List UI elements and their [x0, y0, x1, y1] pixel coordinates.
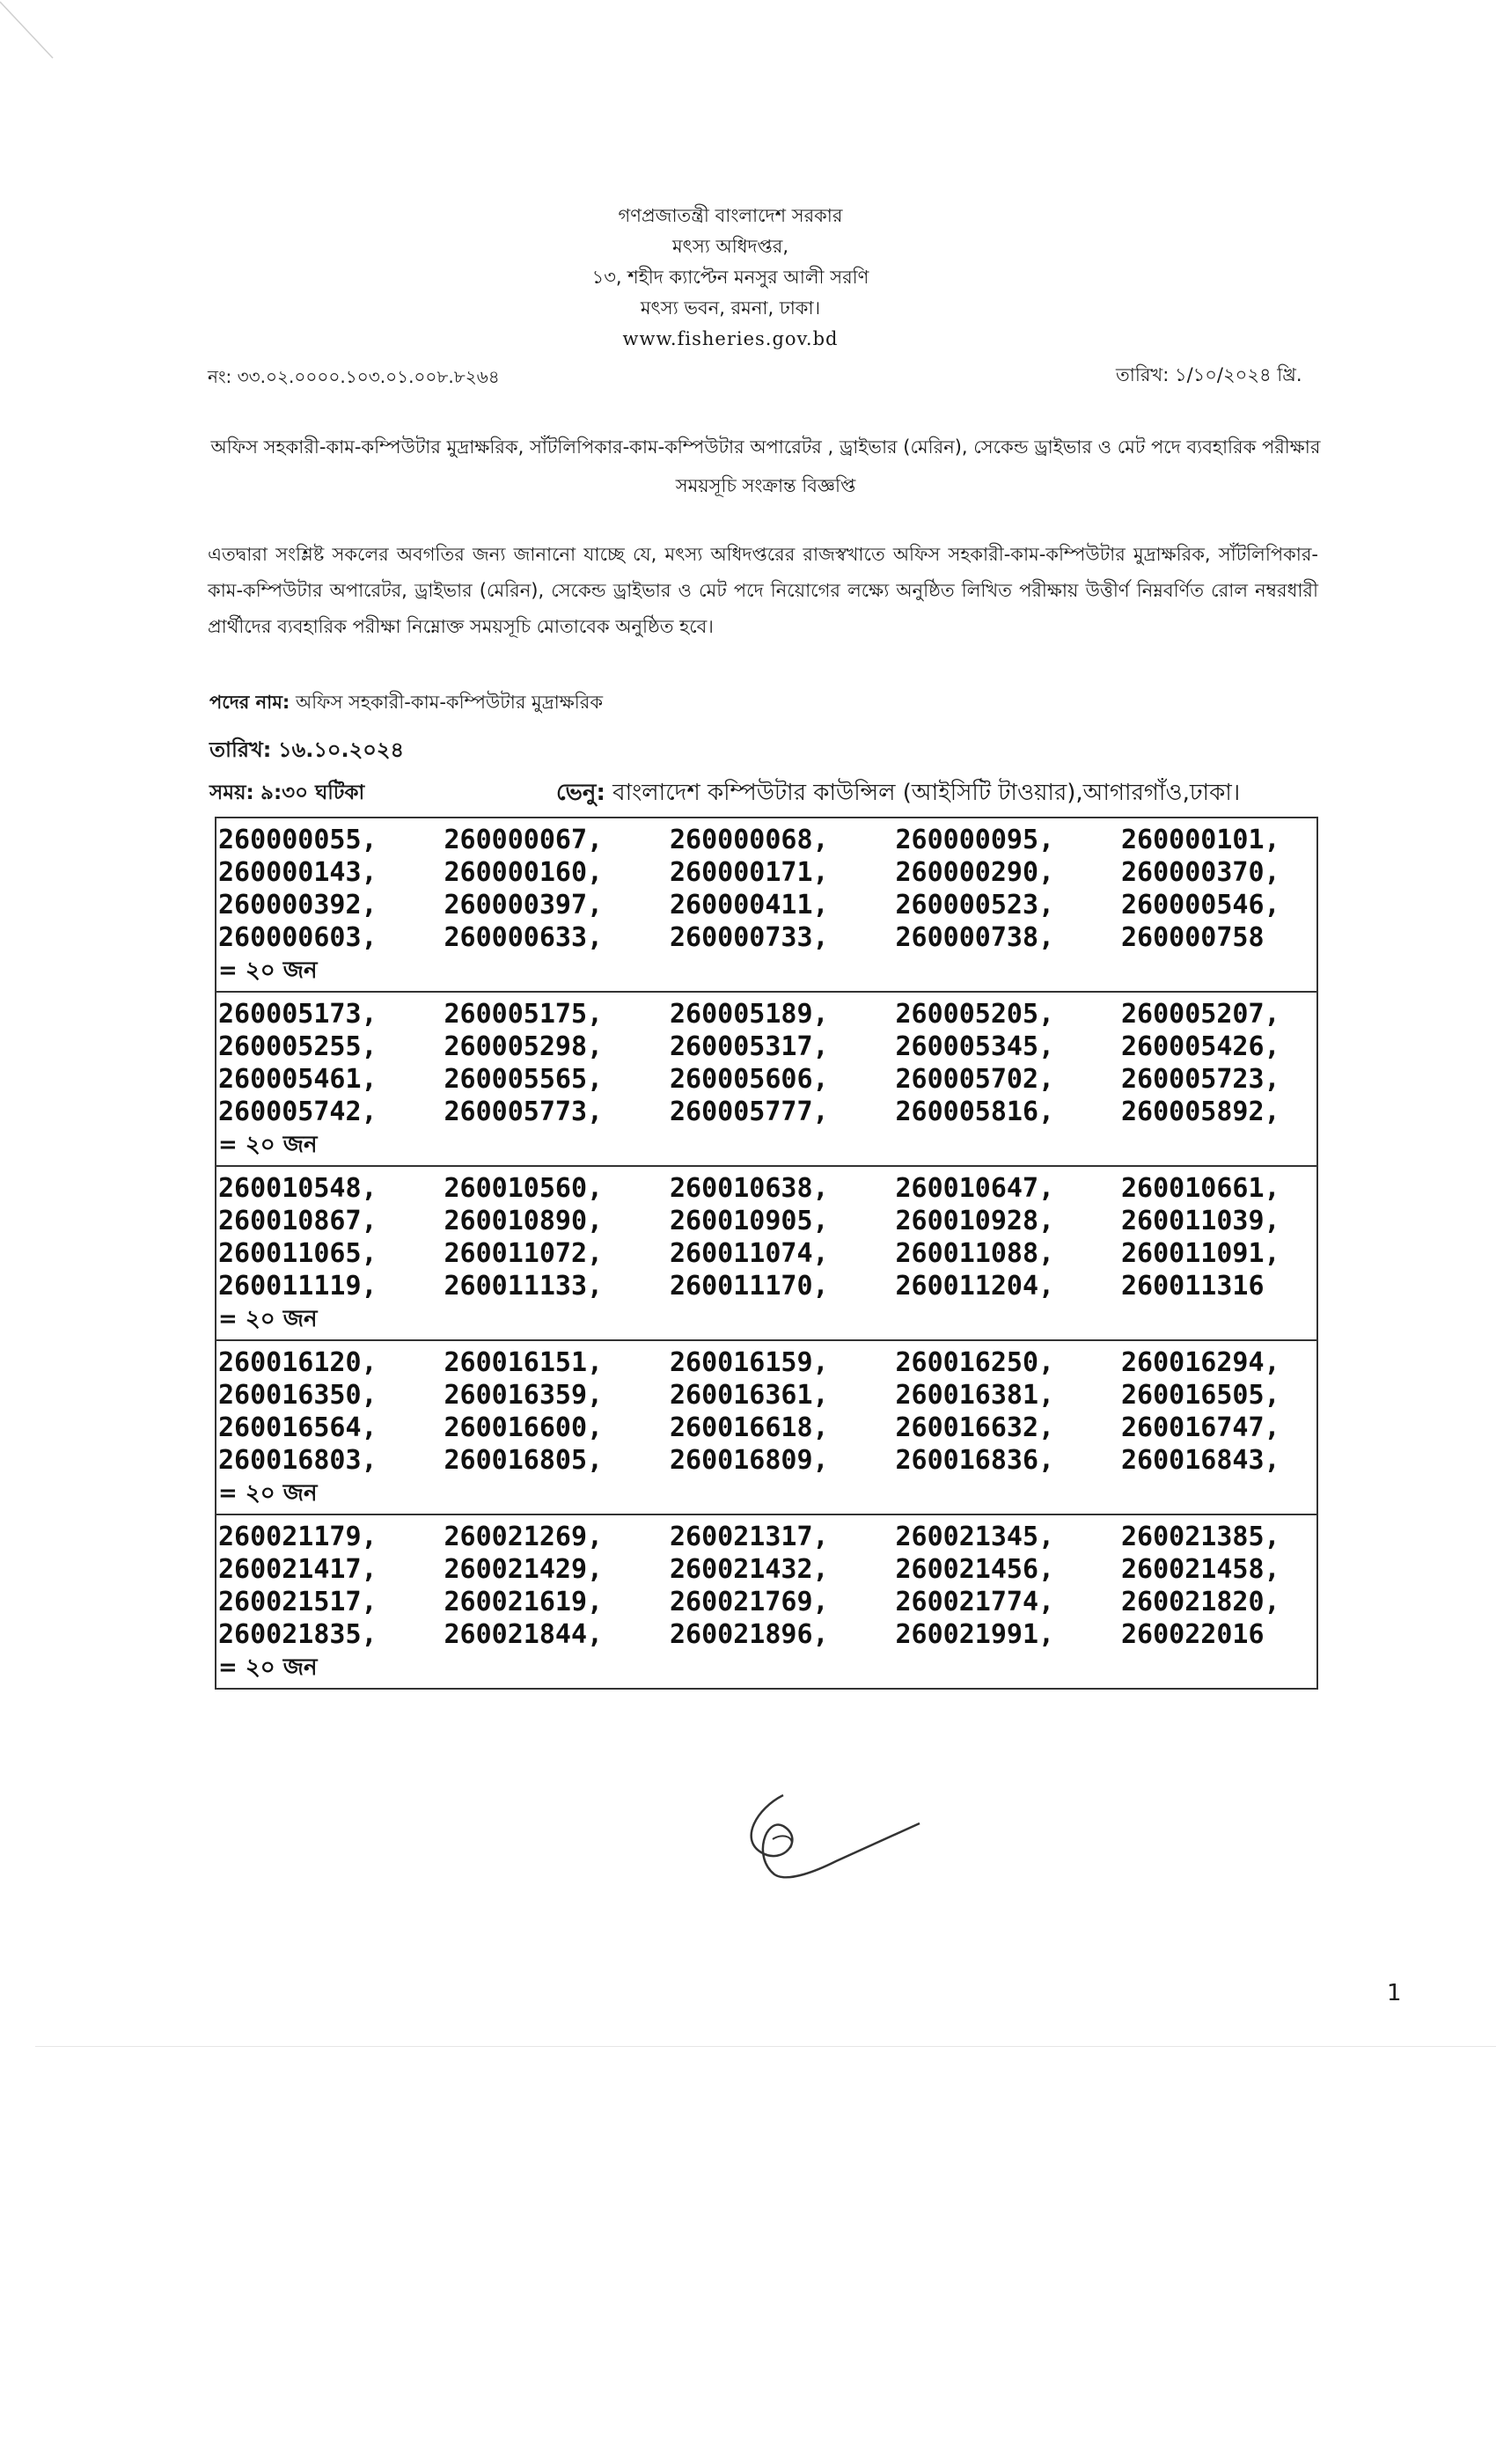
roll-number: 260005606, — [670, 1064, 829, 1095]
roll-number: 260016836, — [895, 1445, 1055, 1476]
roll-group-cell — [216, 992, 1317, 1166]
roll-number: 260021345, — [895, 1522, 1055, 1552]
notice-title: অফিস সহকারী-কাম-কম্পিউটার মুদ্রাক্ষরিক, সাঁটলিপিকার-কাম-কম্পিউটার অপারেটর , ড্রাইভার (মেরিন), সেকেন্ড ড্রাইভার ও মেট পদে ব্যবহারিক পরীক্ষার সময়সূচি সংক্রান্ত বিজ্ঞপ্তি — [210, 436, 1321, 496]
roll-group-cell — [216, 1514, 1317, 1689]
roll-number: 260021432, — [670, 1554, 829, 1585]
roll-number: 260005189, — [670, 999, 829, 1030]
roll-number: 260010928, — [895, 1206, 1055, 1236]
website-link[interactable]: www.fisheries.gov.bd — [622, 328, 839, 349]
roll-number: 260010560, — [444, 1173, 604, 1204]
exam-date-label: তারিখ: — [209, 737, 272, 762]
roll-number: 260021458, — [1121, 1554, 1280, 1585]
roll-number: 260016381, — [895, 1380, 1055, 1411]
roll-row — [218, 1618, 1315, 1651]
roll-number: 260016632, — [895, 1412, 1055, 1443]
roll-group-cell — [216, 818, 1317, 992]
exam-time-label: সময়: — [209, 781, 254, 804]
roll-number: 260021835, — [218, 1619, 378, 1650]
roll-number: 260005426, — [1121, 1031, 1280, 1062]
roll-row — [218, 1444, 1315, 1477]
roll-number: 260021317, — [670, 1522, 829, 1552]
roll-number: 260016250, — [895, 1347, 1055, 1378]
roll-row — [218, 1586, 1315, 1618]
roll-number: 260000633, — [444, 922, 604, 953]
roll-number: 260000603, — [218, 922, 378, 953]
roll-row — [218, 1030, 1315, 1063]
roll-number: 260021179, — [218, 1522, 378, 1552]
roll-number: 260010647, — [895, 1173, 1055, 1204]
issue-date: তারিখ: ১/১০/২০২৪ খ্রি. — [1116, 364, 1302, 385]
roll-group — [216, 1514, 1317, 1689]
roll-group — [216, 1166, 1317, 1340]
page-number: 1 — [1387, 1980, 1402, 2006]
roll-row — [218, 921, 1315, 954]
exam-time — [209, 776, 364, 810]
roll-number: 260000733, — [670, 922, 829, 953]
roll-number: 260016803, — [218, 1445, 378, 1476]
roll-number: 260016618, — [670, 1412, 829, 1443]
roll-number: 260010638, — [670, 1173, 829, 1204]
roll-number: 260005255, — [218, 1031, 378, 1062]
roll-number: 260000370, — [1121, 857, 1280, 888]
roll-number: 260016294, — [1121, 1347, 1280, 1378]
roll-number: 260011204, — [895, 1271, 1055, 1302]
roll-number: 260005298, — [444, 1031, 604, 1062]
exam-date — [209, 734, 404, 769]
roll-number: 260000392, — [218, 890, 378, 920]
roll-number: 260011170, — [670, 1271, 829, 1302]
roll-number: 260010661, — [1121, 1173, 1280, 1204]
roll-number: 260010905, — [670, 1206, 829, 1236]
roll-row — [218, 1521, 1315, 1553]
roll-row — [218, 1237, 1315, 1270]
roll-number: 260005773, — [444, 1096, 604, 1127]
roll-number: 260011039, — [1121, 1206, 1280, 1236]
scan-edge-line — [35, 2046, 1496, 2047]
roll-number: 260000101, — [1121, 825, 1280, 855]
roll-number: 260016151, — [444, 1347, 604, 1378]
roll-number: 260021844, — [444, 1619, 604, 1650]
roll-number: 260016809, — [670, 1445, 829, 1476]
roll-number: 260000546, — [1121, 890, 1280, 920]
roll-number: 260010890, — [444, 1206, 604, 1236]
roll-number: 260021385, — [1121, 1522, 1280, 1552]
group-total: = ২০ জন — [218, 1306, 318, 1332]
post-value: অফিস সহকারী-কাম-কম্পিউটার মুদ্রাক্ষরিক — [295, 692, 604, 713]
roll-number: 260021896, — [670, 1619, 829, 1650]
roll-number: 260005892, — [1121, 1096, 1280, 1127]
roll-row — [218, 1553, 1315, 1586]
roll-number: 260021269, — [444, 1522, 604, 1552]
roll-number: 260000758 — [1121, 922, 1265, 953]
roll-group — [216, 992, 1317, 1166]
roll-number: 260016120, — [218, 1347, 378, 1378]
roll-number: 260000095, — [895, 825, 1055, 855]
roll-number: 260011072, — [444, 1238, 604, 1269]
roll-number: 260005175, — [444, 999, 604, 1030]
scan-corner-mark — [0, 0, 79, 62]
roll-number: 260000411, — [670, 890, 829, 920]
roll-number: 260011074, — [670, 1238, 829, 1269]
roll-number: 260016350, — [218, 1380, 378, 1411]
roll-number: 260010548, — [218, 1173, 378, 1204]
address-line: ১৩, শহীদ ক্যাপ্টেন মনসুর আলী সরণি — [591, 267, 869, 288]
govt-name: গণপ্রজাতন্ত্রী বাংলাদেশ সরকার — [618, 205, 843, 226]
venue-value: বাংলাদেশ কম্পিউটার কাউন্সিল (আইসিটি টাওয়ার),আগারগাঁও,ঢাকা। — [612, 780, 1241, 806]
roll-number: 260000143, — [218, 857, 378, 888]
letterhead — [493, 201, 968, 355]
roll-group — [216, 818, 1317, 992]
group-total: = ২০ জন — [218, 1654, 318, 1681]
roll-number: 260016361, — [670, 1380, 829, 1411]
venue — [556, 774, 1240, 813]
roll-number: 260000397, — [444, 890, 604, 920]
roll-number: 260000523, — [895, 890, 1055, 920]
roll-number: 260005777, — [670, 1096, 829, 1127]
roll-number: 260016505, — [1121, 1380, 1280, 1411]
roll-number: 260010867, — [218, 1206, 378, 1236]
roll-number: 260011091, — [1121, 1238, 1280, 1269]
venue-label: ভেনু: — [556, 780, 605, 806]
roll-number: 260021820, — [1121, 1587, 1280, 1617]
roll-row — [218, 998, 1315, 1030]
roll-number: 260016747, — [1121, 1412, 1280, 1443]
roll-number: 260000160, — [444, 857, 604, 888]
department-name: মৎস্য অধিদপ্তর, — [671, 236, 788, 257]
roll-row — [218, 1205, 1315, 1237]
roll-number: 260016359, — [444, 1380, 604, 1411]
roll-number: 260005345, — [895, 1031, 1055, 1062]
roll-number: 260021517, — [218, 1587, 378, 1617]
roll-number: 260016805, — [444, 1445, 604, 1476]
roll-number: 260005461, — [218, 1064, 378, 1095]
roll-number: 260016564, — [218, 1412, 378, 1443]
roll-row — [218, 824, 1315, 856]
group-total: = ২০ জন — [218, 1480, 318, 1507]
roll-number: 260000290, — [895, 857, 1055, 888]
roll-number: 260011119, — [218, 1271, 378, 1302]
roll-number: 260005723, — [1121, 1064, 1280, 1095]
roll-row — [218, 889, 1315, 921]
roll-number: 260021769, — [670, 1587, 829, 1617]
roll-number: 260000171, — [670, 857, 829, 888]
roll-number-table — [215, 817, 1318, 1690]
roll-row — [218, 1063, 1315, 1096]
roll-row — [218, 1270, 1315, 1302]
roll-number: 260021429, — [444, 1554, 604, 1585]
roll-number: 260016600, — [444, 1412, 604, 1443]
roll-number: 260011088, — [895, 1238, 1055, 1269]
roll-number: 260016843, — [1121, 1445, 1280, 1476]
roll-row — [218, 1346, 1315, 1379]
roll-number: 260005317, — [670, 1031, 829, 1062]
roll-number: 260011316 — [1121, 1271, 1265, 1302]
roll-number: 260000055, — [218, 825, 378, 855]
roll-number: 260005565, — [444, 1064, 604, 1095]
roll-number: 260021417, — [218, 1554, 378, 1585]
post-label: পদের নাম: — [209, 692, 290, 713]
roll-row — [218, 1096, 1315, 1128]
roll-group — [216, 1340, 1317, 1514]
roll-row — [218, 856, 1315, 889]
roll-group-cell — [216, 1340, 1317, 1514]
roll-row — [218, 1172, 1315, 1205]
roll-number: 260021619, — [444, 1587, 604, 1617]
roll-number: 260005702, — [895, 1064, 1055, 1095]
memo-number: নং: ৩৩.০২.০০০০.১০৩.০১.০০৮.৮২৬৪ — [208, 366, 500, 387]
roll-number: 260005207, — [1121, 999, 1280, 1030]
roll-number: 260005816, — [895, 1096, 1055, 1127]
exam-time-value: ৯:৩০ ঘটিকা — [260, 781, 365, 804]
roll-row — [218, 1379, 1315, 1412]
roll-number: 260005742, — [218, 1096, 378, 1127]
post-name — [209, 688, 603, 719]
roll-number: 260000738, — [895, 922, 1055, 953]
roll-number: 260005173, — [218, 999, 378, 1030]
roll-number: 260011065, — [218, 1238, 378, 1269]
group-total: = ২০ জন — [218, 1132, 318, 1158]
roll-number: 260021991, — [895, 1619, 1055, 1650]
roll-row — [218, 1412, 1315, 1444]
roll-number: 260021456, — [895, 1554, 1055, 1585]
notice-body: এতদ্বারা সংশ্লিষ্ট সকলের অবগতির জন্য জানানো যাচ্ছে যে, মৎস্য অধিদপ্তরের রাজস্বখাতে অফিস সহকারী-কাম-কম্পিউটার মুদ্রাক্ষরিক, সাঁটলিপিকার-কাম-কম্পিউটার অপারেটর, ড্রাইভার (মেরিন), সেকেন্ড ড্রাইভার ও মেট পদে নিয়োগের লক্ষ্যে অনুষ্ঠিত লিখিত পরীক্ষায় উত্তীর্ণ নিম্নবর্ণিত রোল নম্বরধারী প্রার্থীদের ব্যবহারিক পরীক্ষা নিম্নোক্ত সময়সূচি মোতাবেক অনুষ্ঠিত হবে। — [208, 544, 1318, 637]
roll-group-cell — [216, 1166, 1317, 1340]
signature-mark — [722, 1778, 933, 1901]
exam-date-value: ১৬.১০.২০২৪ — [278, 737, 405, 762]
roll-number: 260000068, — [670, 825, 829, 855]
group-total: = ২০ জন — [218, 957, 318, 984]
roll-number: 260011133, — [444, 1271, 604, 1302]
roll-number: 260000067, — [444, 825, 604, 855]
roll-number: 260022016 — [1121, 1619, 1265, 1650]
roll-number: 260005205, — [895, 999, 1055, 1030]
roll-number: 260016159, — [670, 1347, 829, 1378]
address-city: মৎস্য ভবন, রমনা, ঢাকা। — [640, 297, 821, 319]
roll-number: 260021774, — [895, 1587, 1055, 1617]
